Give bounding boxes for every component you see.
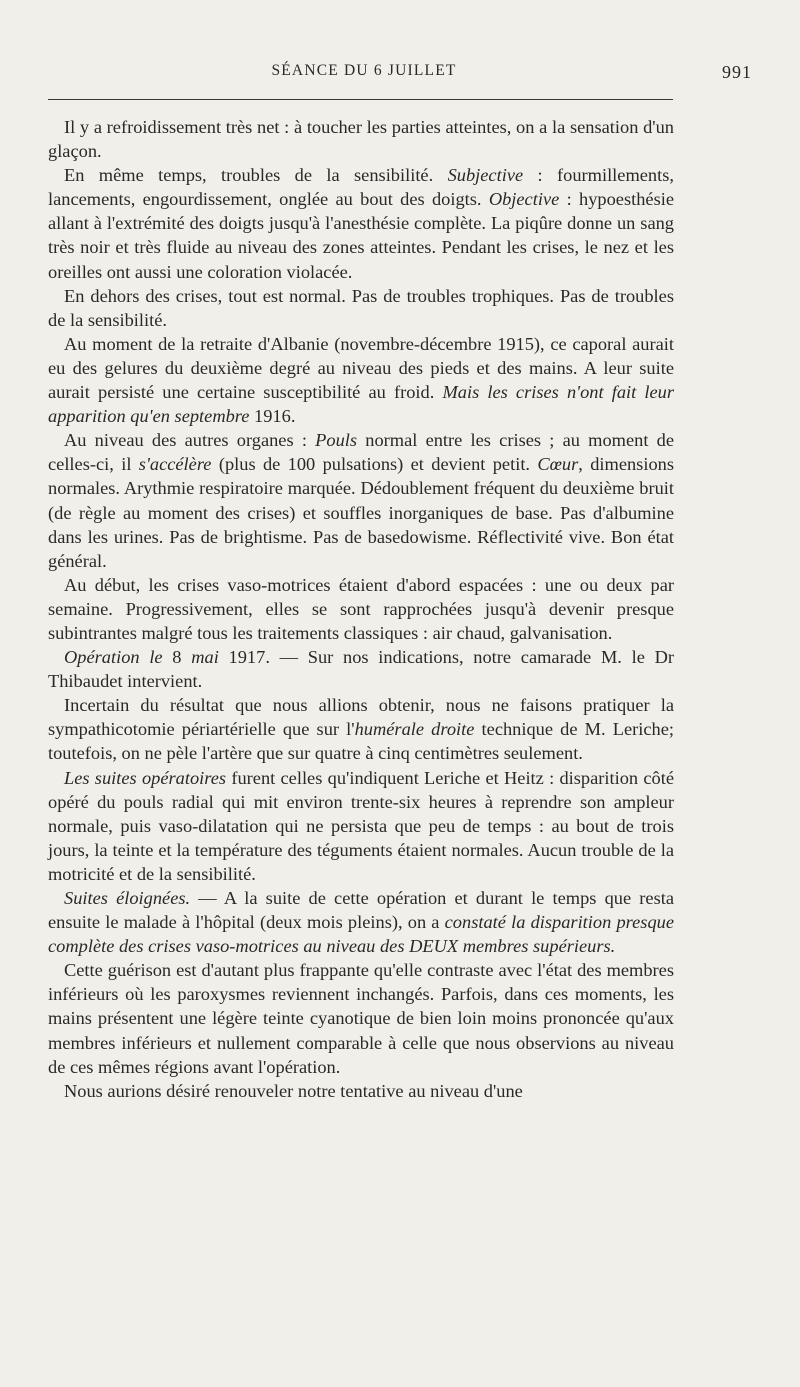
text-run: (plus de 100 pulsations) et devient petit.	[211, 454, 538, 475]
italic-text: Objective	[488, 189, 560, 210]
italic-text: s'accélère	[138, 454, 212, 475]
header-rule	[48, 99, 673, 100]
page-number: 991	[722, 62, 752, 82]
paragraph	[48, 163, 674, 283]
italic-text: Mais les crises n'ont fait leur apparition qu'en septembre	[48, 382, 674, 427]
text-run: : hypoesthésie allant à l'extrémité des doigts jusqu'à l'anesthésie complète. La piqûre donne un sang très noir et très fluide au niveau des zones atteintes. Pendant les crises, le nez et les oreilles ont aussi une coloration violacée.	[48, 189, 674, 282]
text-run: 8	[162, 647, 192, 668]
text-run: 1917. — Sur nos indications, notre camarade M. le Dr Thibaudet intervient.	[48, 647, 674, 692]
text-run: Au niveau des autres organes :	[64, 430, 316, 451]
text-run: normal entre les crises ; au moment de celles-ci, il	[48, 430, 674, 475]
text-run: Il y a refroidissement très net : à toucher les parties atteintes, on a la sensation d'un glaçon.	[48, 117, 674, 162]
text-run: — A la suite de cette opération et durant le temps que resta ensuite le malade à l'hôpital (deux mois pleins), on a	[48, 888, 674, 933]
running-head: SÉANCE DU 6 JUILLET	[271, 62, 457, 79]
paragraph	[48, 284, 674, 332]
text-run: En dehors des crises, tout est normal. Pas de troubles trophiques. Pas de troubles de la sensibilité.	[48, 285, 674, 330]
paragraph	[48, 645, 674, 693]
italic-text: humérale droite	[354, 719, 475, 740]
text-run: En même temps, troubles de la sensibilité.	[64, 165, 448, 186]
italic-text: constaté la disparition presque complète des crises vaso-motrices au niveau des DEUX membres supérieurs.	[48, 912, 675, 957]
paragraph	[48, 958, 674, 1078]
italic-text: mai	[191, 647, 219, 668]
text-run: Au moment de la retraite d'Albanie (novembre-décembre 1915), ce caporal aurait eu des gelures du deuxième degré au niveau des pieds et des mains. A leur suite aurait persisté une certaine susceptibilité au froid.	[48, 333, 674, 403]
italic-text: Suites éloignées.	[64, 888, 191, 908]
body-text	[48, 115, 674, 1103]
text-run: furent celles qu'indiquent Leriche et Heitz : disparition côté opéré du pouls radial qui mit environ trente-six heures à reprendre son ampleur normale, puis vaso-dilatation qui ne persista que peu de temps : au bout de trois jours, la teinte et la température des téguments étaient normales. Aucun trouble de la motricité et de la sensibilité.	[48, 767, 674, 884]
paragraph	[48, 428, 674, 573]
paragraph	[48, 115, 674, 163]
italic-text: Pouls	[315, 430, 358, 451]
text-run: Cette guérison est d'autant plus frappante qu'elle contraste avec l'état des membres inférieurs où les paroxysmes reviennent inchangés. Parfois, dans ces moments, les mains présentent une légère teinte cyanotique de bien loin moins prononcée qu'aux membres inférieurs et nullement comparable à celle que nous observions au niveau de ces mêmes régions avant l'opération.	[48, 960, 674, 1077]
text-run: : fourmillements, lancements, engourdissement, onglée au bout des doigts.	[48, 165, 674, 210]
text-run: Nous aurions désiré renouveler notre tentative au niveau d'une	[64, 1080, 523, 1101]
italic-text: Cœur	[537, 454, 579, 475]
italic-text: Les suites opératoires	[64, 767, 227, 788]
text-run: 1916.	[249, 406, 296, 427]
text-run: Au début, les crises vaso-motrices étaient d'abord espacées : une ou deux par semaine. Progressivement, elles se sont rapprochées jusqu'à devenir presque subintrantes malgré tous les traitements classiques : air chaud, galvanisation.	[48, 574, 674, 643]
text-run: , dimensions normales. Arythmie respiratoire marquée. Dédoublement fréquent du deuxième bruit (de règle au moment des crises) et souffles inorganiques de base. Pas d'albumine dans les urines. Pas de brightisme. Pas de basedowisme. Réflectivité vive. Bon état général.	[48, 454, 674, 571]
paragraph	[48, 573, 674, 645]
text-run: technique de M. Leriche; toutefois, on ne pèle l'artère que sur quatre à cinq centimètres seulement.	[48, 719, 674, 764]
italic-text: Subjective	[447, 165, 524, 186]
paragraph	[48, 693, 674, 765]
page-header	[48, 60, 752, 86]
italic-text: Opération le	[64, 647, 163, 668]
paragraph	[48, 886, 674, 958]
paragraph	[48, 1079, 674, 1103]
paragraph	[48, 332, 674, 428]
paragraph	[48, 766, 674, 886]
text-run: Incertain du résultat que nous allions obtenir, nous ne faisons pratiquer la sympathicotomie périartérielle que sur l'	[48, 695, 674, 740]
